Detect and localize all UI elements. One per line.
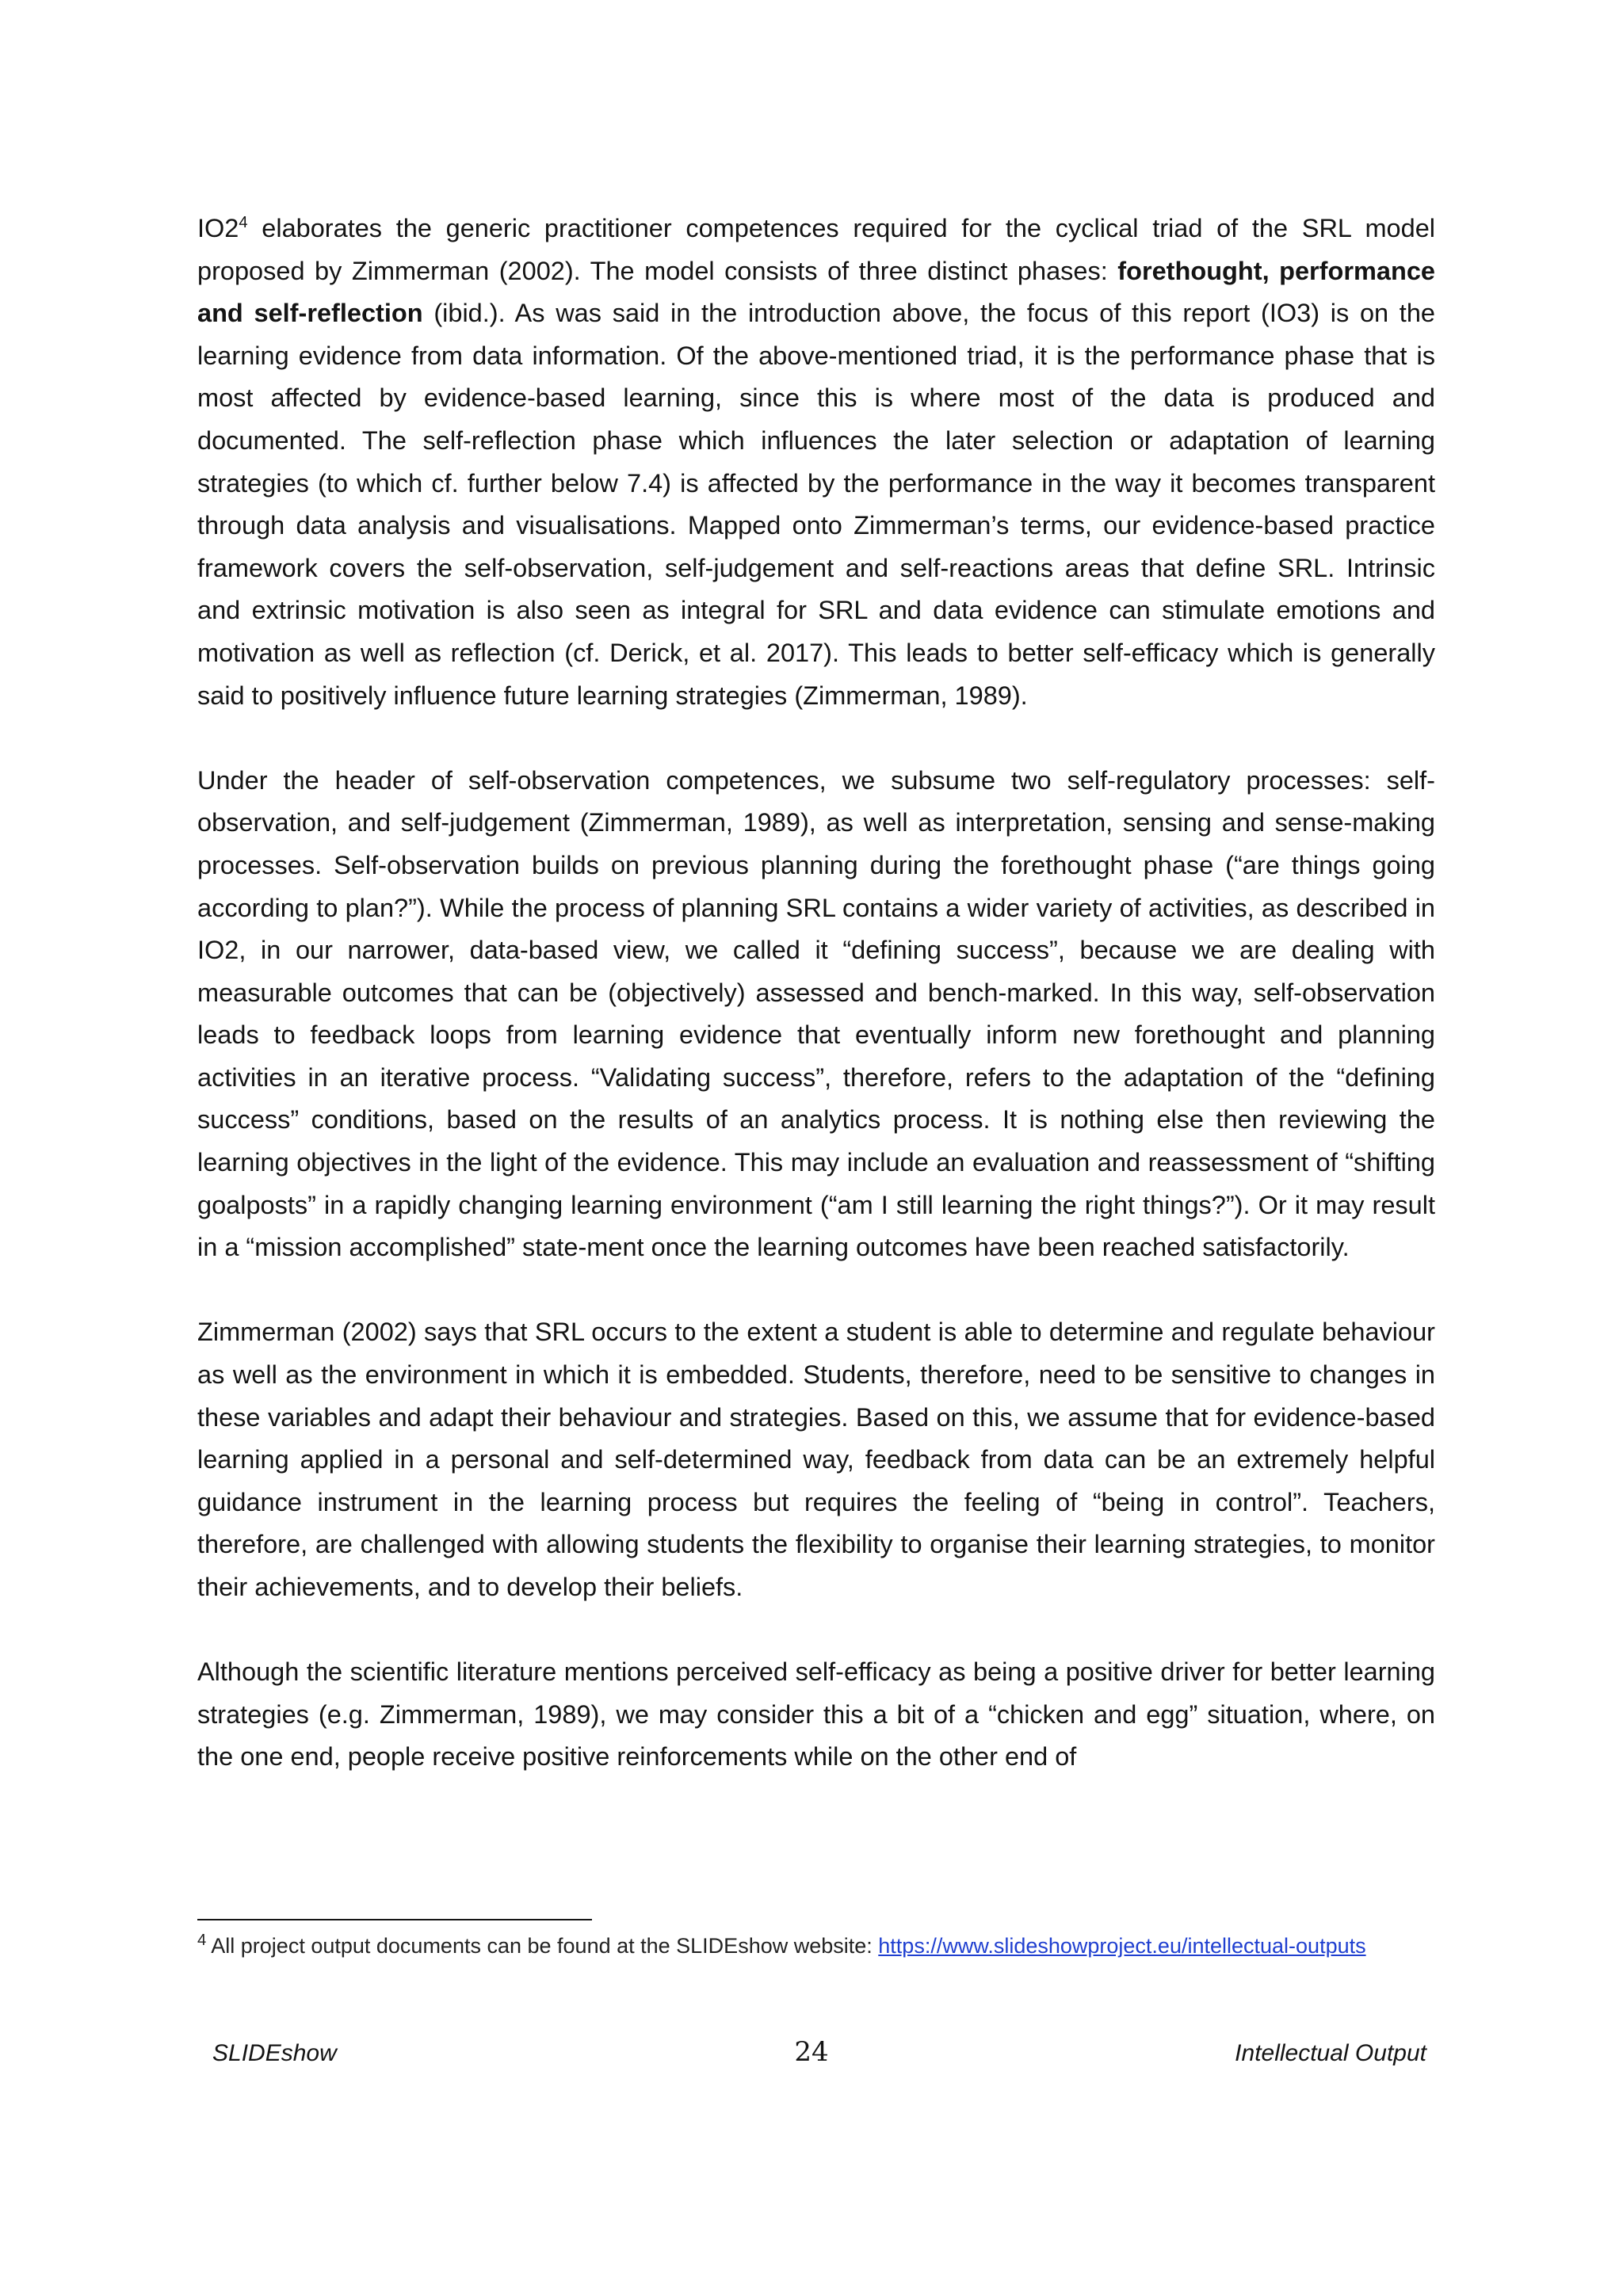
paragraph-self-efficacy: Although the scientific literature mentions perceived self-efficacy as being a positive driver for better learning strategies (e.g. Zimmerman, 1989), we may consider this a bit of a “chicken and egg” situation, where, on the one end, people receive positive reinforcements while on the other end of <box>197 1657 1435 1772</box>
paragraph-self-observation: Under the header of self-observation competences, we subsume two self-regulatory processes: self-observation, and self-judgement (Zimmerman, 1989), as well as interpretation, sensing and sense-making processes. Self-observation builds on previous planning during the forethought phase (“are things going according to plan?”). While the process of planning SRL contains a wider variety of activities, as described in IO2, in our narrower, data-based view, we called it “defining success”, because we are dealing with measurable outcomes that can be (objectively) assessed and bench-marked. In this way, self-observation leads to feedback loops from learning evidence that eventually inform new forethought and planning activities in an iterative process. “Validating success”, therefore, refers to the adaptation of the “defining success” conditions, based on the results of an analytics process. It is nothing else then reviewing the learning objectives in the light of the evidence. This may include an evaluation and reassessment of “shifting goalposts” in a rapidly changing learning environment (“am I still learning the right things?”). Or it may result in a “mission accomplished” state-ment once the learning outcomes have been reached satisfactorily. <box>197 765 1435 1262</box>
srl-phases-bold: forethought, performance and self-reflection <box>197 256 1435 328</box>
body-text <box>197 208 1435 1779</box>
paragraph-io2-competences: $IO2^4$ elaborates the generic practitioner competences required for the cyclical triad of the SRL model proposed by Zimmerman (2002). The model consists of three distinct phases: forethought, performance and self-reflection (ibid.). As was said in the introduction above, the focus of this report (IO3) is on the learning evidence from data information. Of the above-mentioned triad, it is the performance phase that is most affected by evidence-based learning, since this is where most of the data is produced and documented. The self-reflection phase which influences the later selection or adaptation of learning strategies (to which cf. further below 7.4) is affected by the performance in the way it becomes transparent through data analysis and visualisations. Mapped onto Zimmerman’s terms, our evidence-based practice framework covers the self-observation, self-judgement and self-reactions areas that define SRL. Intrinsic and extrinsic motivation is also seen as integral for SRL and data evidence can stimulate emotions and motivation as well as reflection (cf. Derick, et al. 2017). This leads to better self-efficacy which is generally said to positively influence future learning strategies (Zimmerman, 1989). <box>197 214 1435 710</box>
footnote-reference[interactable]: 4 <box>239 214 248 232</box>
footnote-link[interactable]: https://www.slideshowproject.eu/intellectual-outputs <box>878 1934 1366 1958</box>
io2-reference: IO2 <box>197 214 239 242</box>
paragraph-srl-regulation: Zimmerman (2002) says that SRL occurs to the extent a student is able to determine and regulate behaviour as well as the environment in which it is embedded. Students, therefore, need to be sensitive to changes in these variables and adapt their behaviour and strategies. Based on this, we assume that for evidence-based learning applied in a personal and self-determined way, feedback from data can be an extremely helpful guidance instrument in the learning process but requires the feeling of “being in control”. Teachers, therefore, are challenged with allowing students the flexibility to organise their learning strategies, to monitor their achievements, and to develop their beliefs. <box>197 1318 1435 1601</box>
footnote-marker: 4 <box>197 1932 207 1949</box>
footer-document-type: Intellectual Output <box>1235 2040 1426 2066</box>
footnote-text: All project output documents can be found at the SLIDEshow website: <box>206 1934 879 1958</box>
footnote-divider <box>197 1919 592 1920</box>
page-number: 24 <box>794 2036 829 2068</box>
footnote <box>197 1932 1435 1961</box>
footer-project-name: SLIDEshow <box>212 2040 337 2066</box>
